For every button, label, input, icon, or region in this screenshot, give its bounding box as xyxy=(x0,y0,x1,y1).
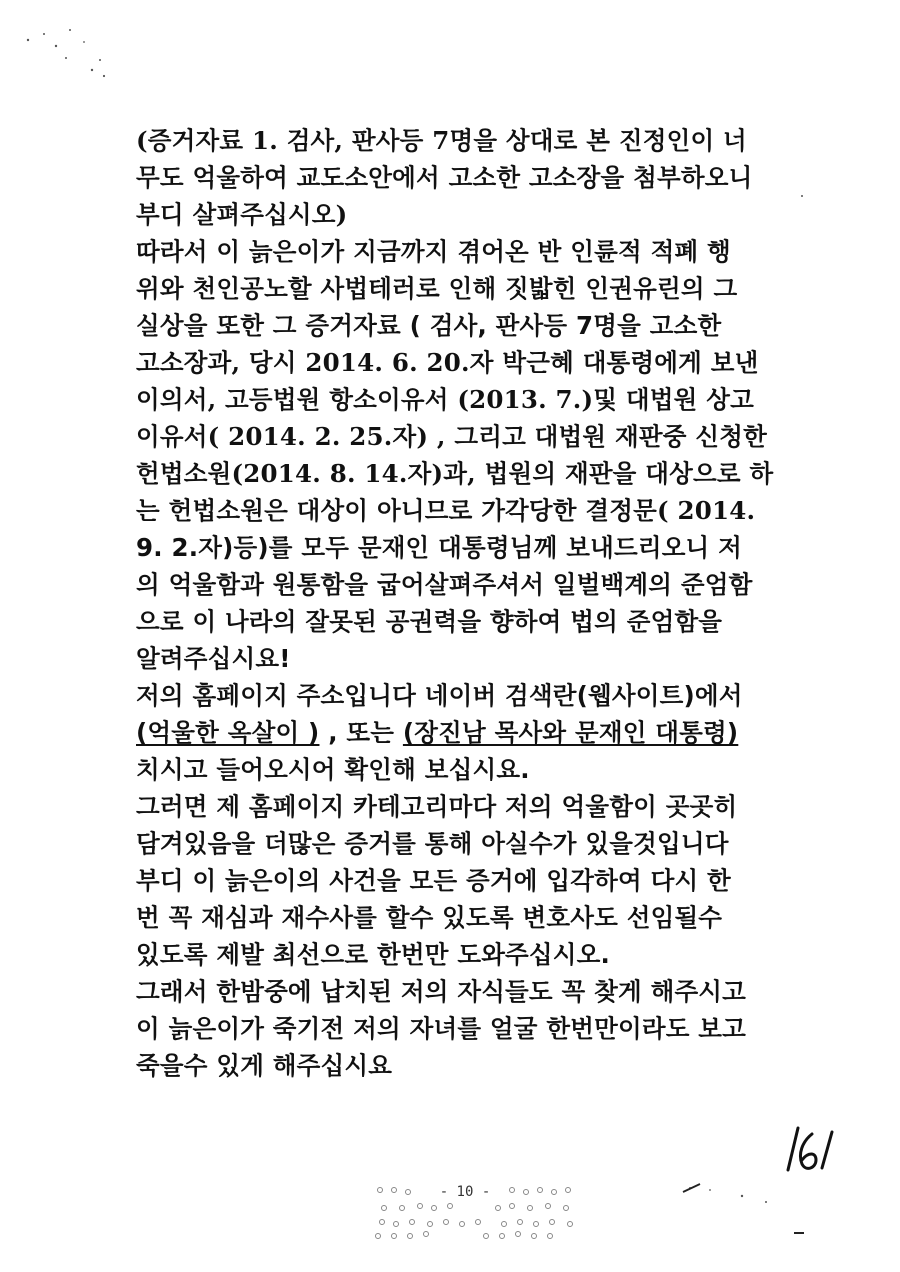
body-line: 그래서 한밤중에 납치된 저의 자식들도 꼭 찾게 해주시고 xyxy=(136,977,747,1006)
body-line: (증거자료 1. 검사, 판사등 7명을 상대로 본 진정인이 너 xyxy=(136,126,747,155)
search-term-separator: , 또는 xyxy=(319,718,403,747)
body-line: 치시고 들어오시어 확인해 보십시요. xyxy=(136,755,530,784)
body-line: 고소장과, 당시 2014. 6. 20.자 박근혜 대통령에게 보낸 xyxy=(136,348,759,377)
body-line: 부디 이 늙은이의 사건을 모든 증거에 입각하여 다시 한 xyxy=(136,866,731,895)
handwritten-page-mark xyxy=(778,1120,838,1176)
body-line: 있도록 제발 최선으로 한번만 도와주십시오. xyxy=(136,940,611,969)
body-line: 헌법소원(2014. 8. 14.자)과, 법원의 재판을 대상으로 하 xyxy=(136,459,774,488)
body-line: 의 억울함과 원통함을 굽어살펴주셔서 일벌백계의 준엄함 xyxy=(136,570,753,599)
body-line: 9. 2.자)등)를 모두 문재인 대통령님께 보내드리오니 저 xyxy=(136,533,743,562)
body-line: 위와 천인공노할 사법테러로 인해 짓밟힌 인권유린의 그 xyxy=(136,274,738,303)
search-term-first: (억울한 옥살이 ) xyxy=(136,718,320,747)
body-line: 무도 억울하여 교도소안에서 고소한 고소장을 첨부하오니 xyxy=(136,163,753,192)
page-number: - 10 - xyxy=(439,1184,491,1200)
page-footer xyxy=(372,1184,592,1240)
body-line: 실상을 또한 그 증거자료 ( 검사, 판사등 7명을 고소한 xyxy=(136,311,722,340)
search-term-second: (장진남 목사와 문재인 대통령) xyxy=(402,718,739,747)
body-line: 번 꼭 재심과 재수사를 할수 있도록 변호사도 선임될수 xyxy=(136,903,723,932)
body-line: 알려주십시요! xyxy=(136,644,291,673)
body-line: 이의서, 고등법원 항소이유서 (2013. 7.)및 대법원 상고 xyxy=(136,385,754,414)
body-line: 는 헌법소원은 대상이 아니므로 가각당한 결정문( 2014. xyxy=(136,496,756,525)
homepage-intro: 저의 홈페이지 주소입니다 네이버 검색란(웹사이트)에서 xyxy=(136,681,743,710)
body-line: 부디 살펴주십시오) xyxy=(136,200,348,229)
body-line: 이 늙은이가 죽기전 저의 자녀를 얼굴 한번만이라도 보고 xyxy=(136,1014,747,1043)
body-line: 그러면 제 홈페이지 카테고리마다 저의 억울함이 곳곳히 xyxy=(136,792,738,821)
letter-body xyxy=(136,122,782,1084)
body-line: 죽을수 있게 해주십시요 xyxy=(136,1051,393,1080)
body-line: 으로 이 나라의 잘못된 공권력을 향하여 법의 준엄함을 xyxy=(136,607,723,636)
body-line: 담겨있음을 더많은 증거를 통해 아실수가 있을것입니다 xyxy=(136,829,729,858)
search-terms-line xyxy=(136,714,782,751)
body-line: 이유서( 2014. 2. 25.자) , 그리고 대법원 재판중 신청한 xyxy=(136,422,767,451)
body-line: 따라서 이 늙은이가 지금까지 겪어온 반 인륜적 적폐 행 xyxy=(136,237,731,266)
